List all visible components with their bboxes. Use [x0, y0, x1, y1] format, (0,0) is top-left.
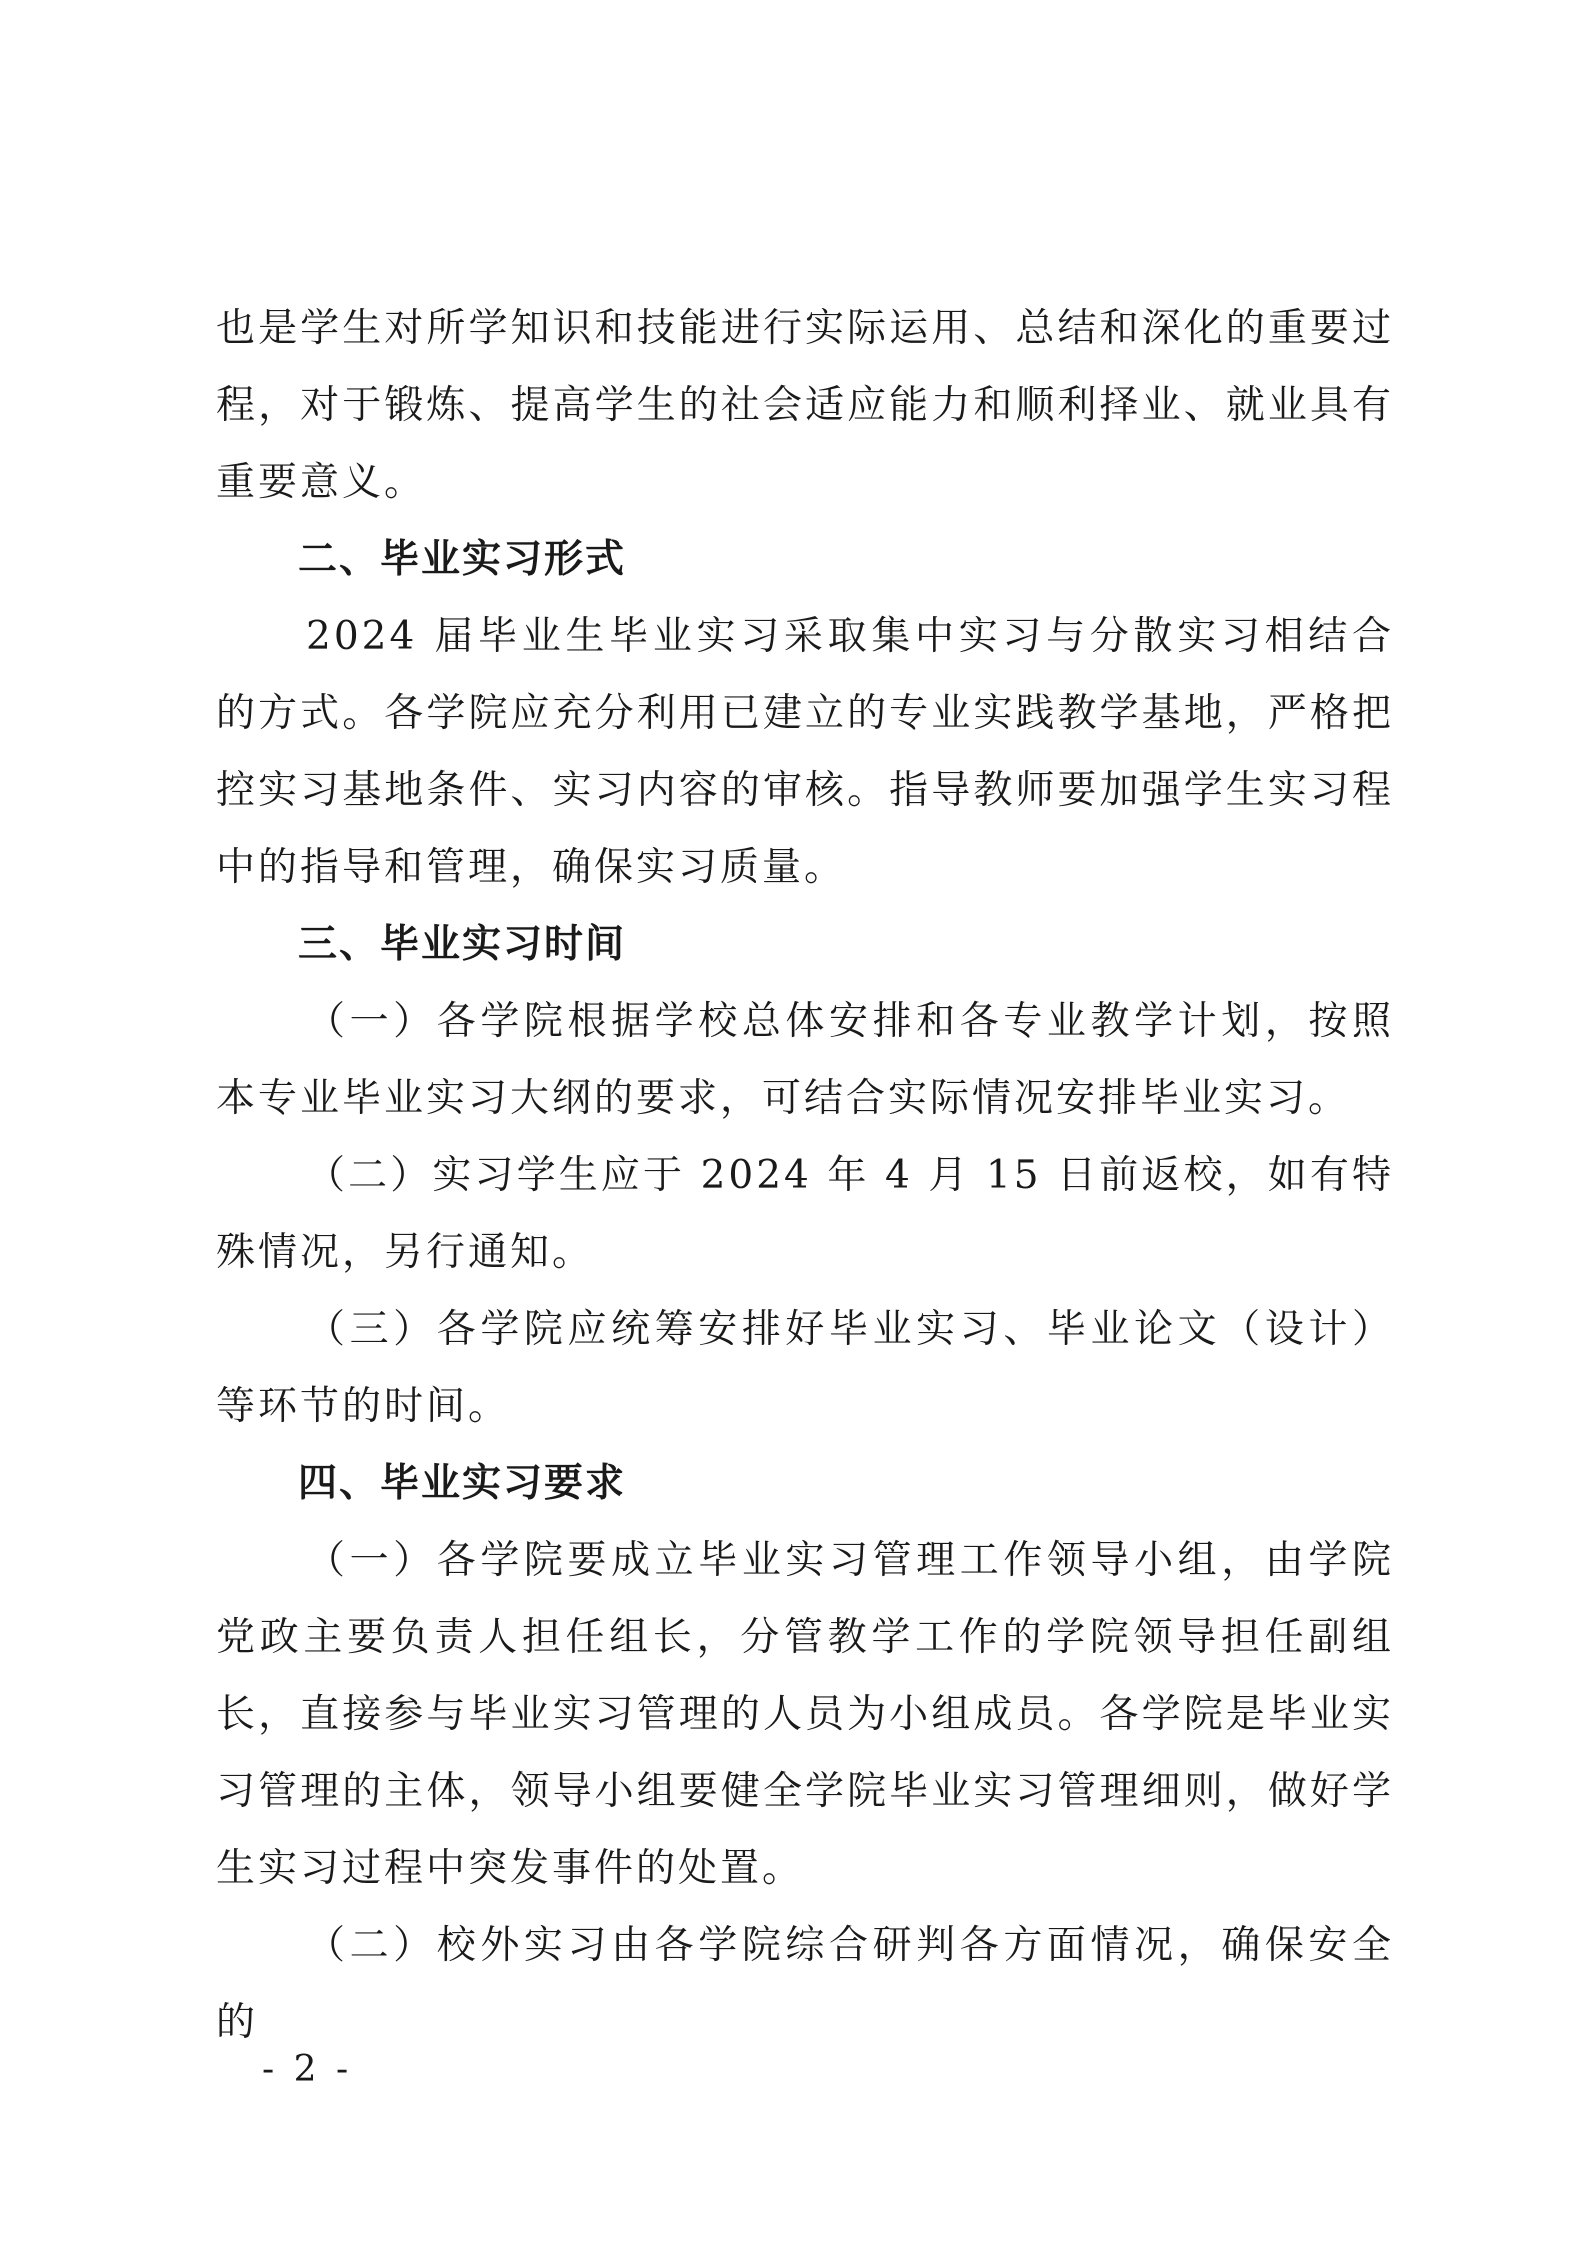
paragraph-requirements-item-2: （二）校外实习由各学院综合研判各方面情况，确保安全的	[216, 1923, 1394, 2045]
paragraph-intro-continuation: 也是学生对所学知识和技能进行实际运用、总结和深化的重要过程，对于锻炼、提高学生的社会适应能力和顺利择业、就业具有重要意义。	[216, 306, 1394, 505]
paragraph-requirements-item-1: （一）各学院要成立毕业实习管理工作领导小组，由学院党政主要负责人担任组长，分管教学工作的学院领导担任副组长，直接参与毕业实习管理的人员为小组成员。各学院是毕业实习管理的主体，领导小组要健全学院毕业实习管理细则，做好学生实习过程中突发事件的处置。	[216, 1538, 1394, 1891]
section-heading-internship-form: 二、毕业实习形式	[298, 537, 627, 582]
paragraph-time-item-2: （二）实习学生应于 2024 年 4 月 15 日前返校，如有特殊情况，另行通知。	[216, 1153, 1394, 1275]
page-number: - 2 -	[262, 2049, 353, 2090]
paragraph-internship-form: 2024 届毕业生毕业实习采取集中实习与分散实习相结合的方式。各学院应充分利用已建立的专业实践教学基地，严格把控实习基地条件、实习内容的审核。指导教师要加强学生实习程中的指导和管理，确保实习质量。	[216, 614, 1394, 890]
document-body	[216, 290, 1394, 2061]
section-heading-internship-time: 三、毕业实习时间	[298, 922, 627, 967]
section-heading-internship-requirements: 四、毕业实习要求	[298, 1461, 627, 1506]
paragraph-time-item-1: （一）各学院根据学校总体安排和各专业教学计划，按照本专业毕业实习大纲的要求，可结合实际情况安排毕业实习。	[216, 999, 1394, 1121]
paragraph-time-item-3: （三）各学院应统筹安排好毕业实习、毕业论文（设计）等环节的时间。	[216, 1307, 1394, 1429]
